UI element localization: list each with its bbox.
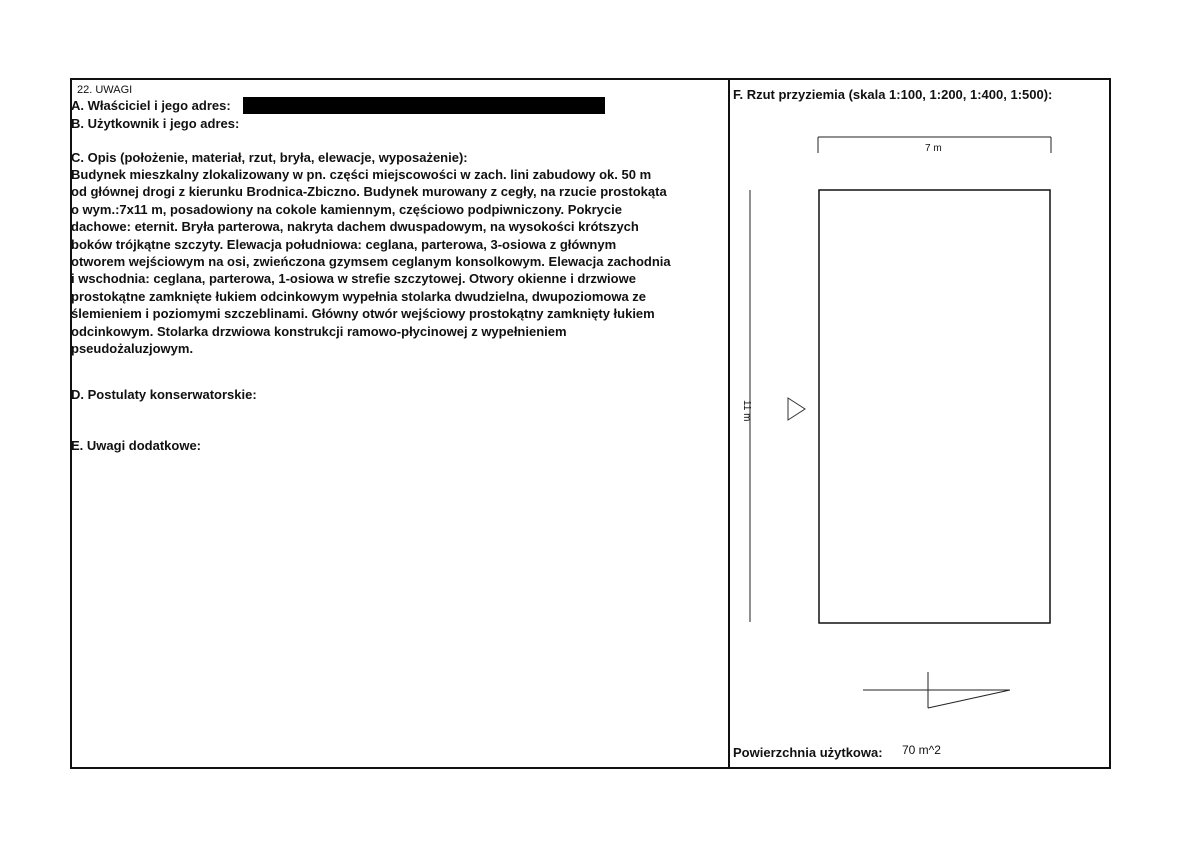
width-dimension-label: 7 m [925, 143, 942, 154]
description-line: pseudożaluzjowym. [71, 341, 194, 357]
conservation-label: D. Postulaty konserwatorskie: [71, 387, 257, 402]
owner-label: A. Właściciel i jego adres: [71, 98, 231, 113]
description-line: o wym.:7x11 m, posadowiony na cokole kamiennym, częściowo podpiwniczony. Pokrycie [71, 201, 622, 217]
additional-notes-label: E. Uwagi dodatkowe: [71, 438, 202, 453]
area-label: Powierzchnia użytkowa: [733, 745, 883, 760]
description-line: odcinkowym. Stolarka drzwiowa konstrukcji ramowo-płycinowej z wypełnieniem [71, 323, 567, 339]
description-line: ślemieniem i poziomymi szczeblinami. Główny otwór wejściowy prostokątny zamknięty łukiem [71, 306, 655, 322]
area-value: 70 m^2 [902, 743, 941, 757]
description-line: dachowe: eternit. Bryła parterowa, nakryta dachem dwuspadowym, na wysokości krótszych [71, 219, 639, 235]
description-line: boków trójkątne szczyty. Elewacja południowa: ceglana, parterowa, 3-osiowa z głównym [71, 236, 617, 252]
description-line: otworem wejściowym na osi, zwieńczona gzymsem ceglanym konsolkowym. Elewacja zachodnia [71, 254, 671, 270]
building-outline [819, 190, 1050, 623]
height-dimension-label: 11 m [741, 400, 752, 422]
description-line: od głównej drogi z kierunku Brodnica-Zbiczno. Budynek murowany z cegły, na rzucie prostokąta [71, 184, 667, 200]
entrance-arrow-icon [788, 398, 805, 420]
north-arrow-icon [863, 672, 1010, 708]
user-label: B. Użytkownik i jego adres: [71, 116, 240, 131]
plan-title: F. Rzut przyziemia (skala 1:100, 1:200, 1:400, 1:500): [733, 87, 1053, 102]
description-line: i wschodnia: ceglana, parterowa, 1-osiowa w strefie szczytowej. Otwory okienne i drzwiowe [71, 271, 636, 287]
description-label: C. Opis (położenie, materiał, rzut, bryła, elewacje, wyposażenie): [71, 150, 468, 165]
section-number: 22. UWAGI [77, 84, 133, 96]
description-line: Budynek mieszkalny zlokalizowany w pn. części miejscowości w zach. lini zabudowy ok. 50 m [71, 167, 652, 182]
description-line: prostokątne zamknięte łukiem odcinkowym wypełnia stolarka dwudzielna, dwupoziomowa ze [71, 288, 647, 304]
